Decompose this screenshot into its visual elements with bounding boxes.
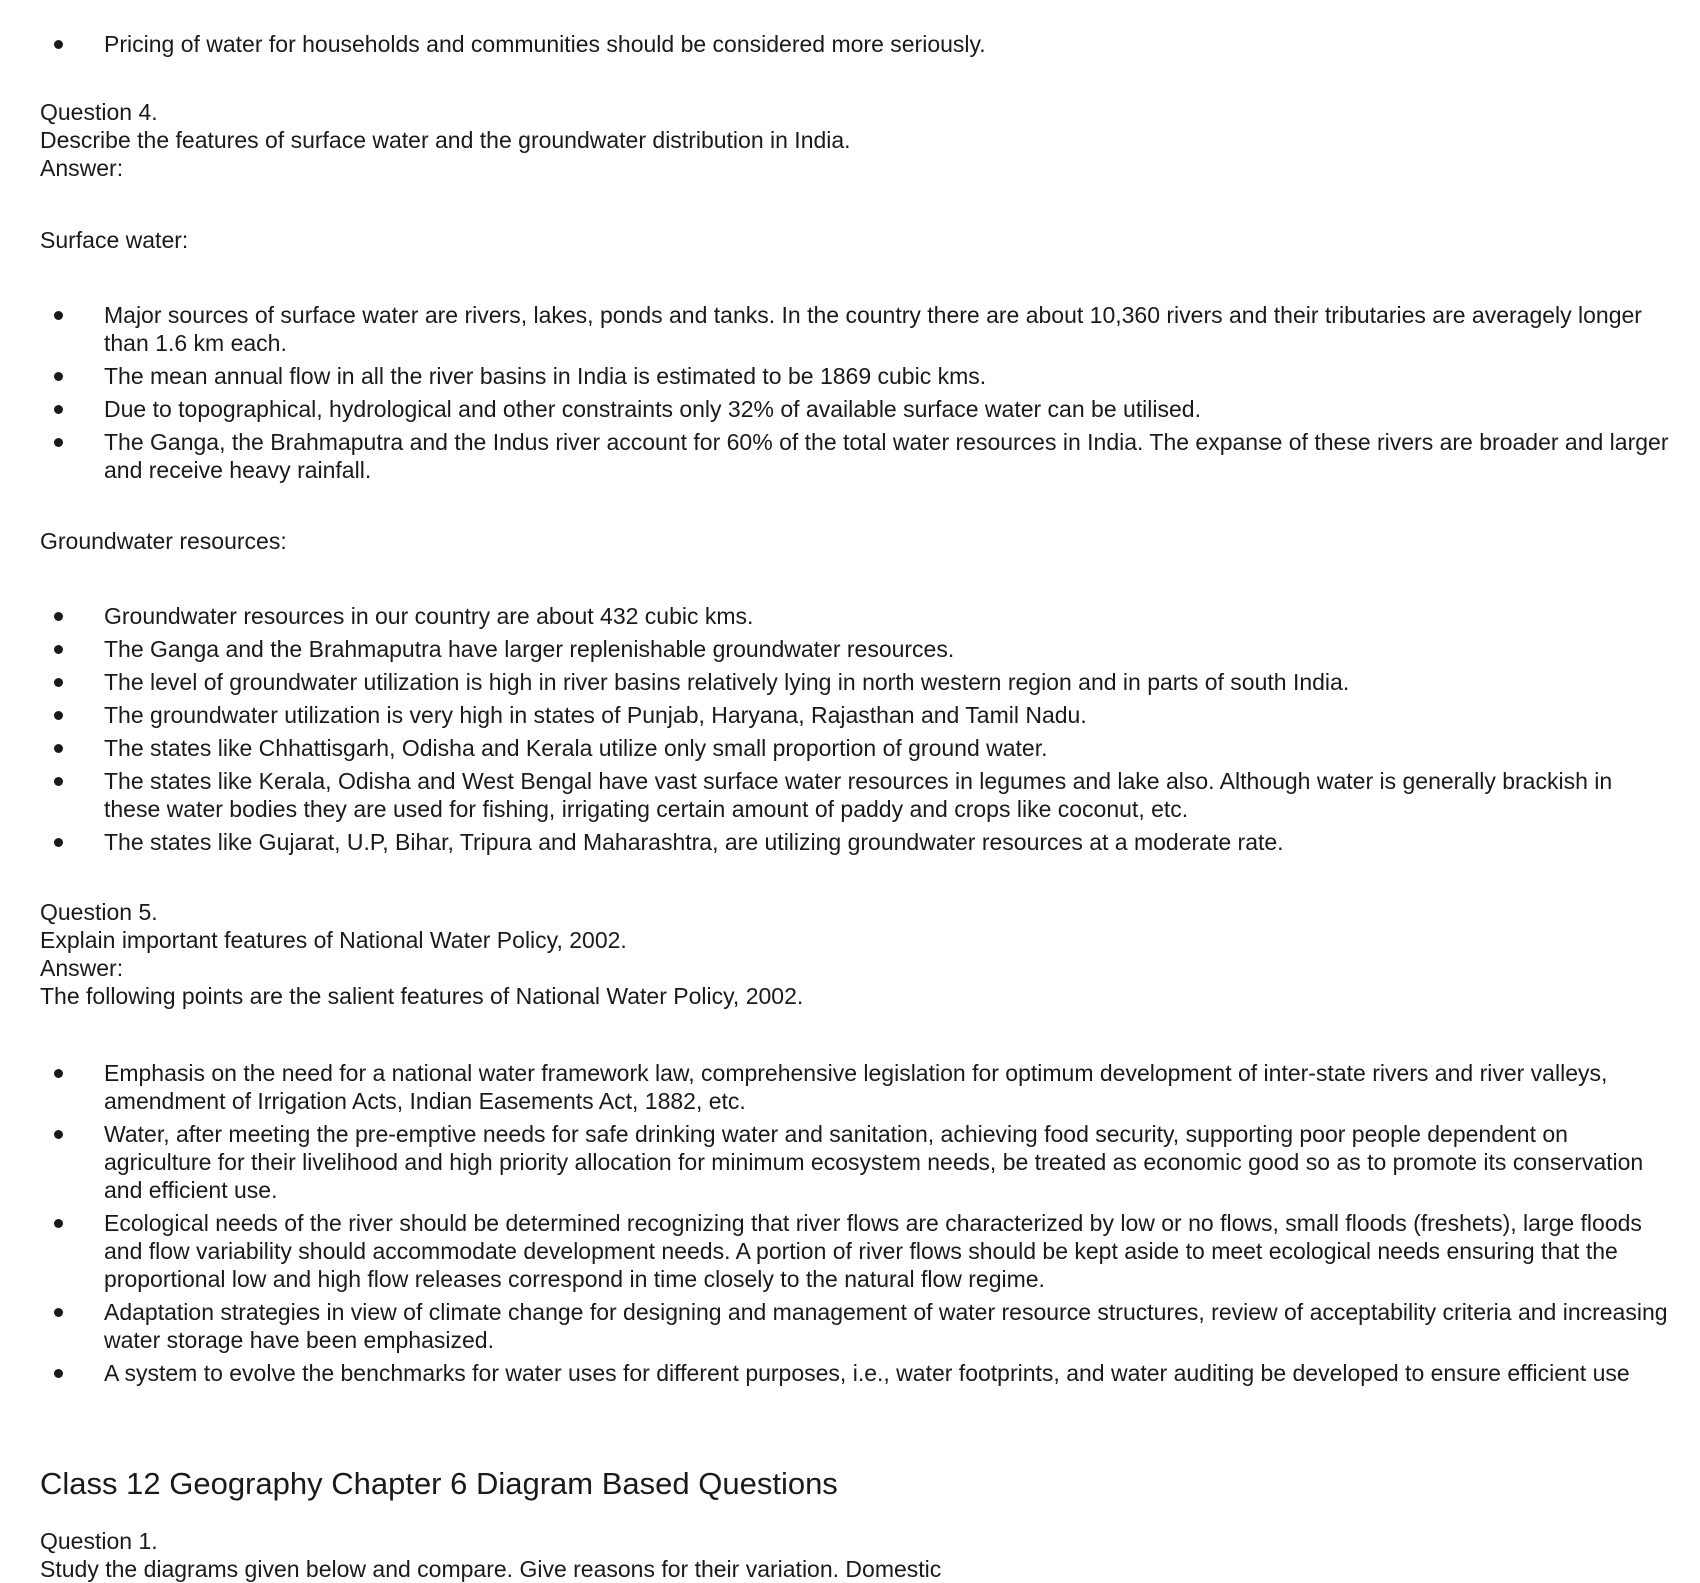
- list-item: The states like Gujarat, U.P, Bihar, Tripura and Maharashtra, are utilizing groundwater resources at a moderate rate.: [0, 828, 1680, 856]
- list-item: The groundwater utilization is very high in states of Punjab, Haryana, Rajasthan and Tamil Nadu.: [0, 701, 1680, 729]
- question-text: Describe the features of surface water and the groundwater distribution in India.: [40, 127, 851, 153]
- list-item: Due to topographical, hydrological and other constraints only 32% of available surface water can be utilised.: [0, 395, 1680, 423]
- question-label: Question 1.: [40, 1528, 158, 1554]
- question-4-block: [40, 98, 1680, 182]
- list-item: The Ganga and the Brahmaputra have larger replenishable groundwater resources.: [0, 635, 1680, 663]
- groundwater-list: [0, 602, 1680, 861]
- question-label: Question 4.: [40, 99, 158, 125]
- answer-intro: The following points are the salient features of National Water Policy, 2002.: [40, 983, 804, 1009]
- answer-label: Answer:: [40, 155, 124, 181]
- question-text: Study the diagrams given below and compare. Give reasons for their variation. Domestic: [40, 1556, 942, 1582]
- surface-water-list: [0, 301, 1680, 489]
- list-item: Emphasis on the need for a national water framework law, comprehensive legislation for optimum development of inter-state rivers and river valleys, amendment of Irrigation Acts, Indian Easements Act, 1882, etc.: [0, 1059, 1680, 1115]
- list-item: A system to evolve the benchmarks for water uses for different purposes, i.e., water footprints, and water auditing be developed to ensure efficient use: [0, 1359, 1680, 1387]
- list-item: The states like Chhattisgarh, Odisha and Kerala utilize only small proportion of ground water.: [0, 734, 1680, 762]
- question-label: Question 5.: [40, 899, 158, 925]
- diagram-question-1-block: [40, 1527, 1680, 1583]
- water-policy-list: [0, 1059, 1680, 1392]
- section-heading: Class 12 Geography Chapter 6 Diagram Based Questions: [40, 1466, 838, 1501]
- surface-water-heading: Surface water:: [40, 227, 189, 253]
- answer-label: Answer:: [40, 955, 124, 981]
- list-item: Water, after meeting the pre-emptive needs for safe drinking water and sanitation, achieving food security, supporting poor people dependent on agriculture for their livelihood and high priority allocation for minimum ecosystem needs, be treated as economic good so as to promote its conservation and efficient use.: [0, 1120, 1680, 1204]
- bullet-list-top: [0, 30, 1680, 63]
- list-item: Ecological needs of the river should be determined recognizing that river flows are characterized by low or no flows, small floods (freshets), large floods and flow variability should accommodate development needs. A portion of river flows should be kept aside to meet ecological needs ensuring that the proportional low and high flow releases correspond in time closely to the natural flow regime.: [0, 1209, 1680, 1293]
- list-item: The level of groundwater utilization is high in river basins relatively lying in north western region and in parts of south India.: [0, 668, 1680, 696]
- question-text: Explain important features of National Water Policy, 2002.: [40, 927, 627, 953]
- list-item: The mean annual flow in all the river basins in India is estimated to be 1869 cubic kms.: [0, 362, 1680, 390]
- question-5-block: [40, 898, 1680, 1010]
- list-item: Pricing of water for households and communities should be considered more seriously.: [0, 30, 1680, 58]
- groundwater-heading: Groundwater resources:: [40, 528, 287, 554]
- list-item: The states like Kerala, Odisha and West Bengal have vast surface water resources in legumes and lake also. Although water is generally brackish in these water bodies they are used for fishing, irrigating certain amount of paddy and crops like coconut, etc.: [0, 767, 1680, 823]
- list-item: Groundwater resources in our country are about 432 cubic kms.: [0, 602, 1680, 630]
- list-item: Major sources of surface water are rivers, lakes, ponds and tanks. In the country there are about 10,360 rivers and their tributaries are averagely longer than 1.6 km each.: [0, 301, 1680, 357]
- list-item: The Ganga, the Brahmaputra and the Indus river account for 60% of the total water resources in India. The expanse of these rivers are broader and larger and receive heavy rainfall.: [0, 428, 1680, 484]
- list-item: Adaptation strategies in view of climate change for designing and management of water resource structures, review of acceptability criteria and increasing water storage have been emphasized.: [0, 1298, 1680, 1354]
